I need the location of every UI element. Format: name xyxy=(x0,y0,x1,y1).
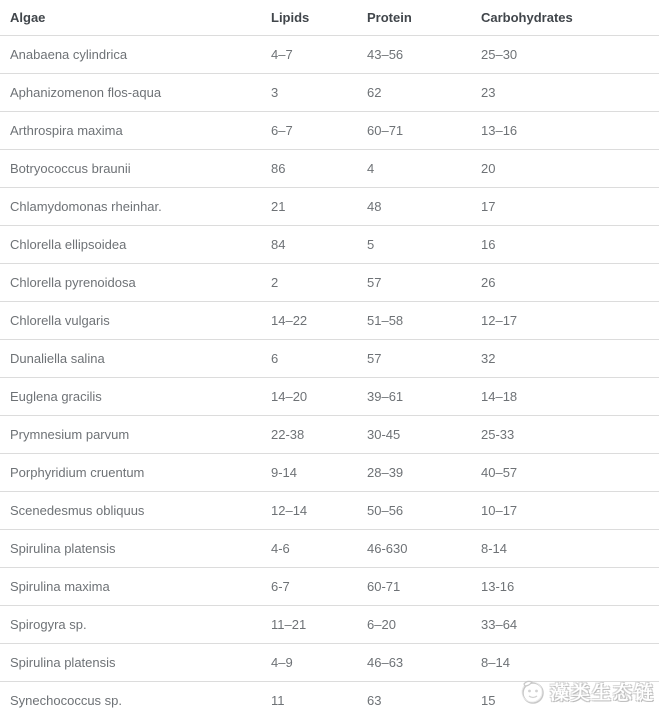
protein-cell: 39–61 xyxy=(357,378,471,416)
protein-cell: 28–39 xyxy=(357,454,471,492)
algae-name-cell: Botryococcus braunii xyxy=(0,150,261,188)
lipids-cell: 6 xyxy=(261,340,357,378)
table-body xyxy=(0,36,659,719)
algae-name-cell: Porphyridium cruentum xyxy=(0,454,261,492)
table-row xyxy=(0,378,659,416)
lipids-cell: 12–14 xyxy=(261,492,357,530)
carbohydrates-cell: 26 xyxy=(471,264,659,302)
carbohydrates-cell: 16 xyxy=(471,226,659,264)
carbohydrates-cell: 13-16 xyxy=(471,568,659,606)
protein-cell: 30-45 xyxy=(357,416,471,454)
lipids-cell: 84 xyxy=(261,226,357,264)
protein-cell: 46–63 xyxy=(357,644,471,682)
watermark-text: 藻类生态链 xyxy=(549,682,655,704)
table-row xyxy=(0,644,659,682)
lipids-cell: 4–9 xyxy=(261,644,357,682)
algae-name-cell: Chlorella ellipsoidea xyxy=(0,226,261,264)
carbohydrates-cell: 23 xyxy=(471,74,659,112)
table-row xyxy=(0,530,659,568)
lipids-cell: 3 xyxy=(261,74,357,112)
table-row xyxy=(0,112,659,150)
carbohydrates-cell: 14–18 xyxy=(471,378,659,416)
carbohydrates-cell: 15 xyxy=(471,682,659,719)
carbohydrates-cell: 10–17 xyxy=(471,492,659,530)
algae-name-cell: Scenedesmus obliquus xyxy=(0,492,261,530)
lipids-cell: 6-7 xyxy=(261,568,357,606)
table-row xyxy=(0,74,659,112)
table-row xyxy=(0,36,659,74)
protein-cell: 57 xyxy=(357,264,471,302)
table-row xyxy=(0,226,659,264)
table-row xyxy=(0,340,659,378)
algae-name-cell: Spirogyra sp. xyxy=(0,606,261,644)
carbohydrates-cell: 25-33 xyxy=(471,416,659,454)
carbohydrates-cell: 40–57 xyxy=(471,454,659,492)
algae-name-cell: Synechococcus sp. xyxy=(0,682,261,719)
lipids-cell: 9-14 xyxy=(261,454,357,492)
lipids-cell: 11–21 xyxy=(261,606,357,644)
algae-name-cell: Spirulina platensis xyxy=(0,530,261,568)
table-row xyxy=(0,302,659,340)
algae-name-cell: Spirulina platensis xyxy=(0,644,261,682)
algae-name-cell: Arthrospira maxima xyxy=(0,112,261,150)
column-header-protein: Protein xyxy=(357,0,471,36)
protein-cell: 48 xyxy=(357,188,471,226)
table-row xyxy=(0,264,659,302)
column-header-algae: Algae xyxy=(0,0,261,36)
protein-cell: 57 xyxy=(357,340,471,378)
protein-cell: 50–56 xyxy=(357,492,471,530)
table-row xyxy=(0,150,659,188)
carbohydrates-cell: 17 xyxy=(471,188,659,226)
table-row xyxy=(0,416,659,454)
algae-name-cell: Euglena gracilis xyxy=(0,378,261,416)
algae-name-cell: Spirulina maxima xyxy=(0,568,261,606)
algae-name-cell: Chlamydomonas rheinhar. xyxy=(0,188,261,226)
table-row xyxy=(0,454,659,492)
protein-cell: 51–58 xyxy=(357,302,471,340)
carbohydrates-cell: 8–14 xyxy=(471,644,659,682)
protein-cell: 5 xyxy=(357,226,471,264)
protein-cell: 6–20 xyxy=(357,606,471,644)
carbohydrates-cell: 33–64 xyxy=(471,606,659,644)
carbohydrates-cell: 13–16 xyxy=(471,112,659,150)
lipids-cell: 2 xyxy=(261,264,357,302)
algae-name-cell: Aphanizomenon flos-aqua xyxy=(0,74,261,112)
table-row xyxy=(0,682,659,719)
lipids-cell: 14–22 xyxy=(261,302,357,340)
algae-name-cell: Chlorella pyrenoidosa xyxy=(0,264,261,302)
protein-cell: 62 xyxy=(357,74,471,112)
carbohydrates-cell: 8-14 xyxy=(471,530,659,568)
carbohydrates-cell: 12–17 xyxy=(471,302,659,340)
lipids-cell: 4–7 xyxy=(261,36,357,74)
table-row xyxy=(0,606,659,644)
protein-cell: 43–56 xyxy=(357,36,471,74)
table-row xyxy=(0,492,659,530)
protein-cell: 60–71 xyxy=(357,112,471,150)
table-row xyxy=(0,188,659,226)
lipids-cell: 21 xyxy=(261,188,357,226)
carbohydrates-cell: 32 xyxy=(471,340,659,378)
algae-name-cell: Prymnesium parvum xyxy=(0,416,261,454)
lipids-cell: 11 xyxy=(261,682,357,719)
protein-cell: 60-71 xyxy=(357,568,471,606)
column-header-lipids: Lipids xyxy=(261,0,357,36)
protein-cell: 63 xyxy=(357,682,471,719)
lipids-cell: 86 xyxy=(261,150,357,188)
protein-cell: 46-630 xyxy=(357,530,471,568)
lipids-cell: 6–7 xyxy=(261,112,357,150)
header-row xyxy=(0,0,659,36)
lipids-cell: 14–20 xyxy=(261,378,357,416)
algae-name-cell: Dunaliella salina xyxy=(0,340,261,378)
algae-name-cell: Anabaena cylindrica xyxy=(0,36,261,74)
carbohydrates-cell: 20 xyxy=(471,150,659,188)
column-header-carbohydrates: Carbohydrates xyxy=(471,0,659,36)
table-row xyxy=(0,568,659,606)
carbohydrates-cell: 25–30 xyxy=(471,36,659,74)
lipids-cell: 22-38 xyxy=(261,416,357,454)
algae-name-cell: Chlorella vulgaris xyxy=(0,302,261,340)
protein-cell: 4 xyxy=(357,150,471,188)
lipids-cell: 4-6 xyxy=(261,530,357,568)
